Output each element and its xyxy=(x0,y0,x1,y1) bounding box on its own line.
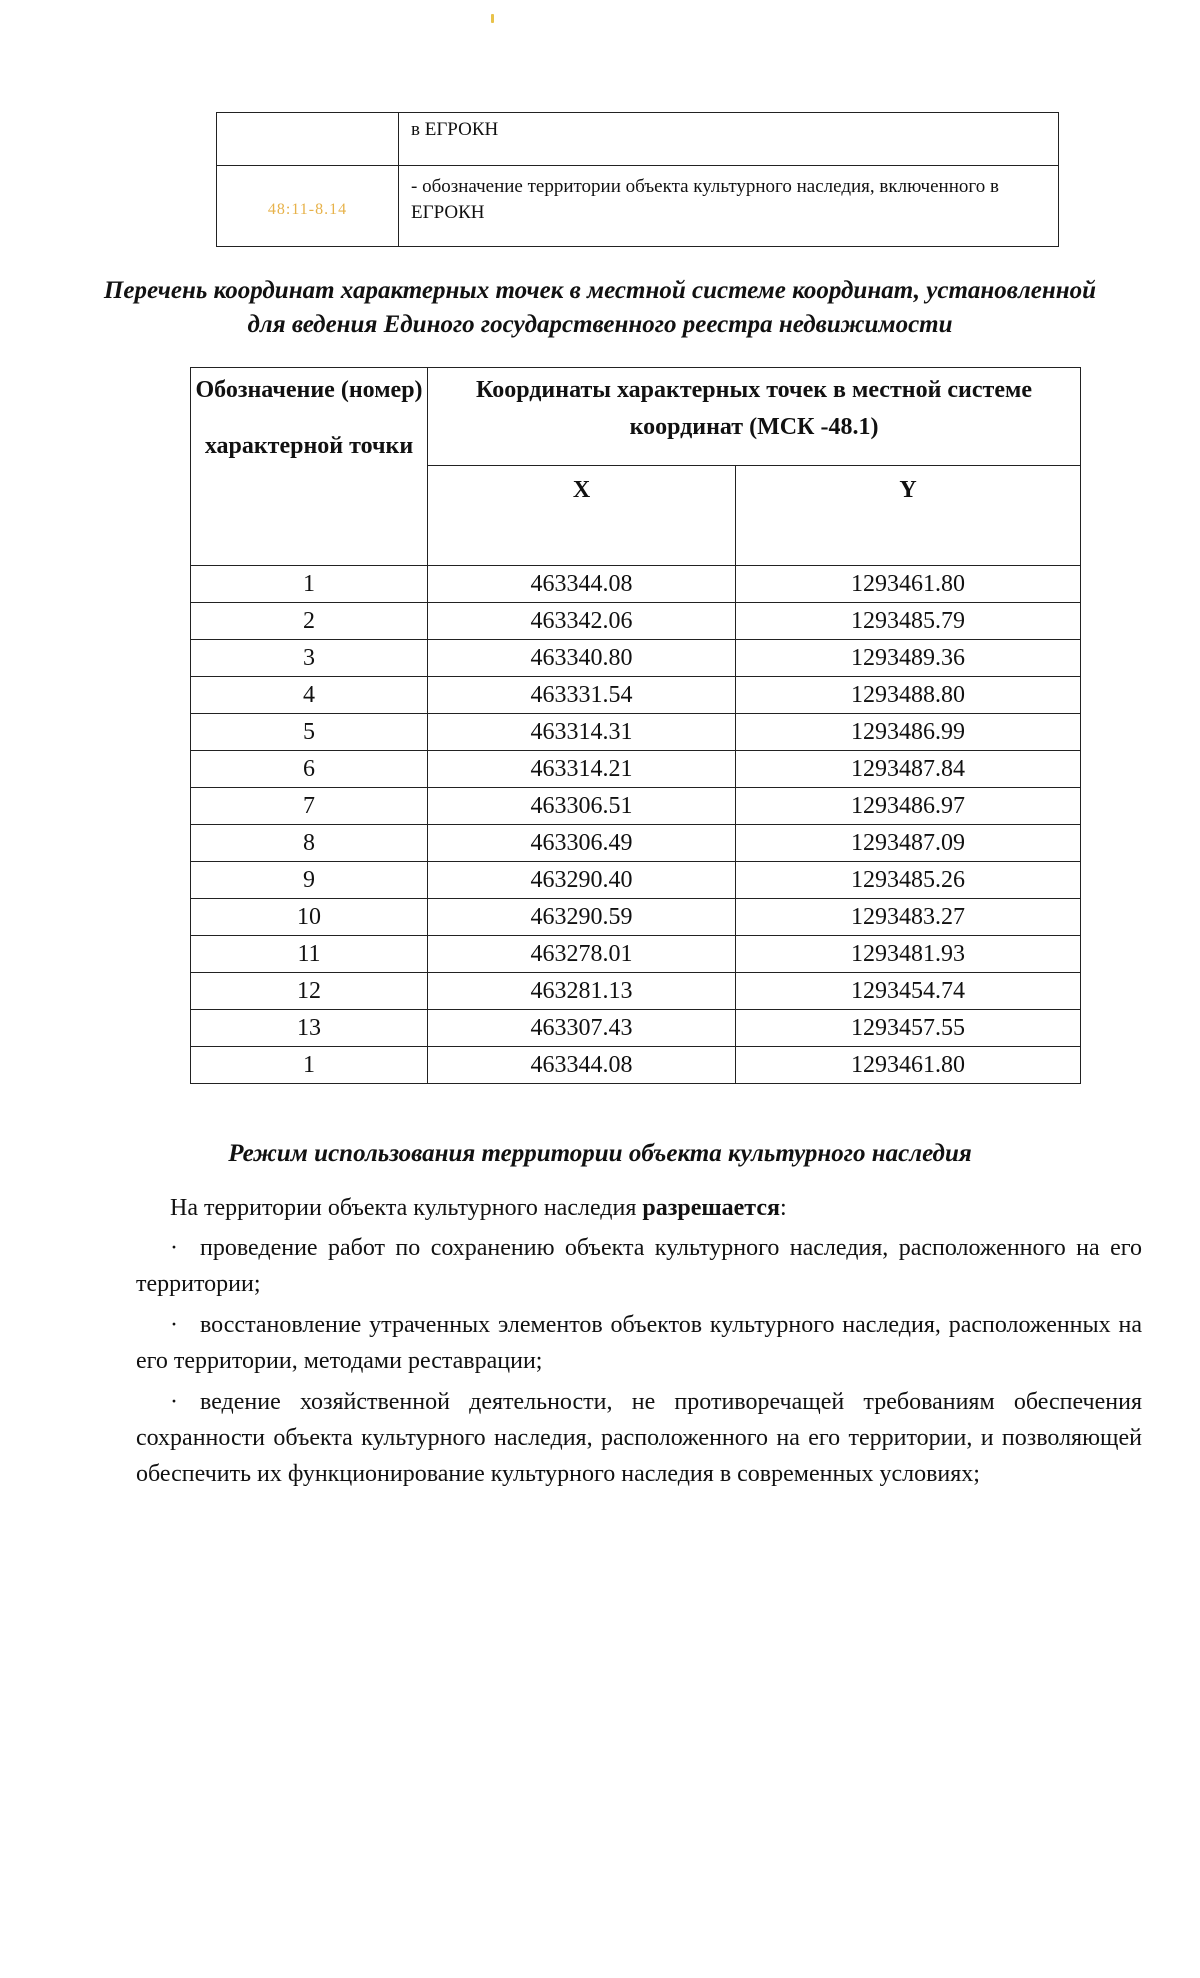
point-x: 463281.13 xyxy=(428,973,736,1010)
point-number: 1 xyxy=(191,1047,428,1084)
point-number: 9 xyxy=(191,862,428,899)
bullet-item xyxy=(136,1230,1142,1302)
coords-section-title: Перечень координат характерных точек в местной системе координат, установленной для ведения Единого государственного реестра недвижимости xyxy=(103,277,1097,338)
table-row xyxy=(191,603,1081,640)
point-y: 1293486.99 xyxy=(736,714,1081,751)
point-x: 463344.08 xyxy=(428,1047,736,1084)
point-x: 463278.01 xyxy=(428,936,736,973)
point-x: 463290.59 xyxy=(428,899,736,936)
bullet-mark: · xyxy=(170,1235,178,1261)
point-number: 7 xyxy=(191,788,428,825)
point-x: 463342.06 xyxy=(428,603,736,640)
bullet-mark: · xyxy=(170,1389,178,1415)
point-y: 1293489.36 xyxy=(736,640,1081,677)
header-x: X xyxy=(428,466,736,566)
point-number: 1 xyxy=(191,566,428,603)
coords-header-row xyxy=(191,368,1081,466)
point-number: 12 xyxy=(191,973,428,1010)
bullet-item xyxy=(136,1307,1142,1379)
point-x: 463344.08 xyxy=(428,566,736,603)
point-y: 1293487.84 xyxy=(736,751,1081,788)
point-number: 8 xyxy=(191,825,428,862)
header-designation-line2: характерной точки xyxy=(204,433,414,459)
table-row xyxy=(191,677,1081,714)
table-row xyxy=(191,973,1081,1010)
usage-section-title: Режим использования территории объекта культурного наследия xyxy=(228,1140,972,1167)
point-y: 1293483.27 xyxy=(736,899,1081,936)
intro-tail: : xyxy=(780,1195,787,1221)
point-y: 1293461.80 xyxy=(736,566,1081,603)
bullet-item xyxy=(136,1384,1142,1492)
header-designation xyxy=(191,368,428,566)
bullet-text: ведение хозяйственной деятельности, не противоречащей требованиям обеспечения сохранности объекта культурного наследия, расположенного на его территории, и позволяющей обеспечить их функционирование культурного наследия в современных условиях; xyxy=(136,1389,1142,1487)
point-x: 463340.80 xyxy=(428,640,736,677)
point-number: 10 xyxy=(191,899,428,936)
point-x: 463290.40 xyxy=(428,862,736,899)
point-y: 1293457.55 xyxy=(736,1010,1081,1047)
intro-paragraph xyxy=(136,1190,1142,1226)
table-row xyxy=(191,566,1081,603)
bullet-text: восстановление утраченных элементов объектов культурного наследия, расположенных на его территории, методами реставрации; xyxy=(136,1312,1142,1374)
scan-speck xyxy=(491,14,494,23)
point-x: 463331.54 xyxy=(428,677,736,714)
legend-text: - обозначение территории объекта культурного наследия, включенного в ЕГРОКН xyxy=(399,166,1059,247)
point-x: 463306.51 xyxy=(428,788,736,825)
point-number: 6 xyxy=(191,751,428,788)
table-row xyxy=(191,862,1081,899)
table-row xyxy=(191,1010,1081,1047)
legend-code xyxy=(217,113,399,166)
table-row xyxy=(191,1047,1081,1084)
point-number: 3 xyxy=(191,640,428,677)
table-row xyxy=(191,714,1081,751)
point-number: 2 xyxy=(191,603,428,640)
bullet-mark: · xyxy=(170,1312,178,1338)
header-designation-line1: Обозначение (номер) xyxy=(195,377,423,403)
point-number: 5 xyxy=(191,714,428,751)
legend-code: 48:11-8.14 xyxy=(217,166,399,247)
point-y: 1293488.80 xyxy=(736,677,1081,714)
point-number: 11 xyxy=(191,936,428,973)
table-row xyxy=(191,936,1081,973)
point-x: 463306.49 xyxy=(428,825,736,862)
point-y: 1293461.80 xyxy=(736,1047,1081,1084)
table-row xyxy=(191,825,1081,862)
table-row xyxy=(191,788,1081,825)
legend-row xyxy=(217,113,1059,166)
point-number: 4 xyxy=(191,677,428,714)
point-x: 463314.21 xyxy=(428,751,736,788)
table-row xyxy=(191,899,1081,936)
point-y: 1293485.79 xyxy=(736,603,1081,640)
legend-row xyxy=(217,166,1059,247)
point-number: 13 xyxy=(191,1010,428,1047)
table-row xyxy=(191,640,1081,677)
point-x: 463314.31 xyxy=(428,714,736,751)
point-x: 463307.43 xyxy=(428,1010,736,1047)
legend-table xyxy=(216,112,1059,247)
point-y: 1293487.09 xyxy=(736,825,1081,862)
point-y: 1293485.26 xyxy=(736,862,1081,899)
header-coordinates: Координаты характерных точек в местной системе координат (МСК -48.1) xyxy=(428,368,1081,466)
point-y: 1293486.97 xyxy=(736,788,1081,825)
legend-text: в ЕГРОКН xyxy=(399,113,1059,166)
point-y: 1293481.93 xyxy=(736,936,1081,973)
bullet-text: проведение работ по сохранению объекта культурного наследия, расположенного на его территории; xyxy=(136,1235,1142,1297)
table-row xyxy=(191,751,1081,788)
point-y: 1293454.74 xyxy=(736,973,1081,1010)
intro-bold: разрешается xyxy=(642,1195,780,1221)
coordinates-table xyxy=(190,367,1081,1084)
intro-text: На территории объекта культурного наследия xyxy=(170,1195,643,1221)
header-y: Y xyxy=(736,466,1081,566)
